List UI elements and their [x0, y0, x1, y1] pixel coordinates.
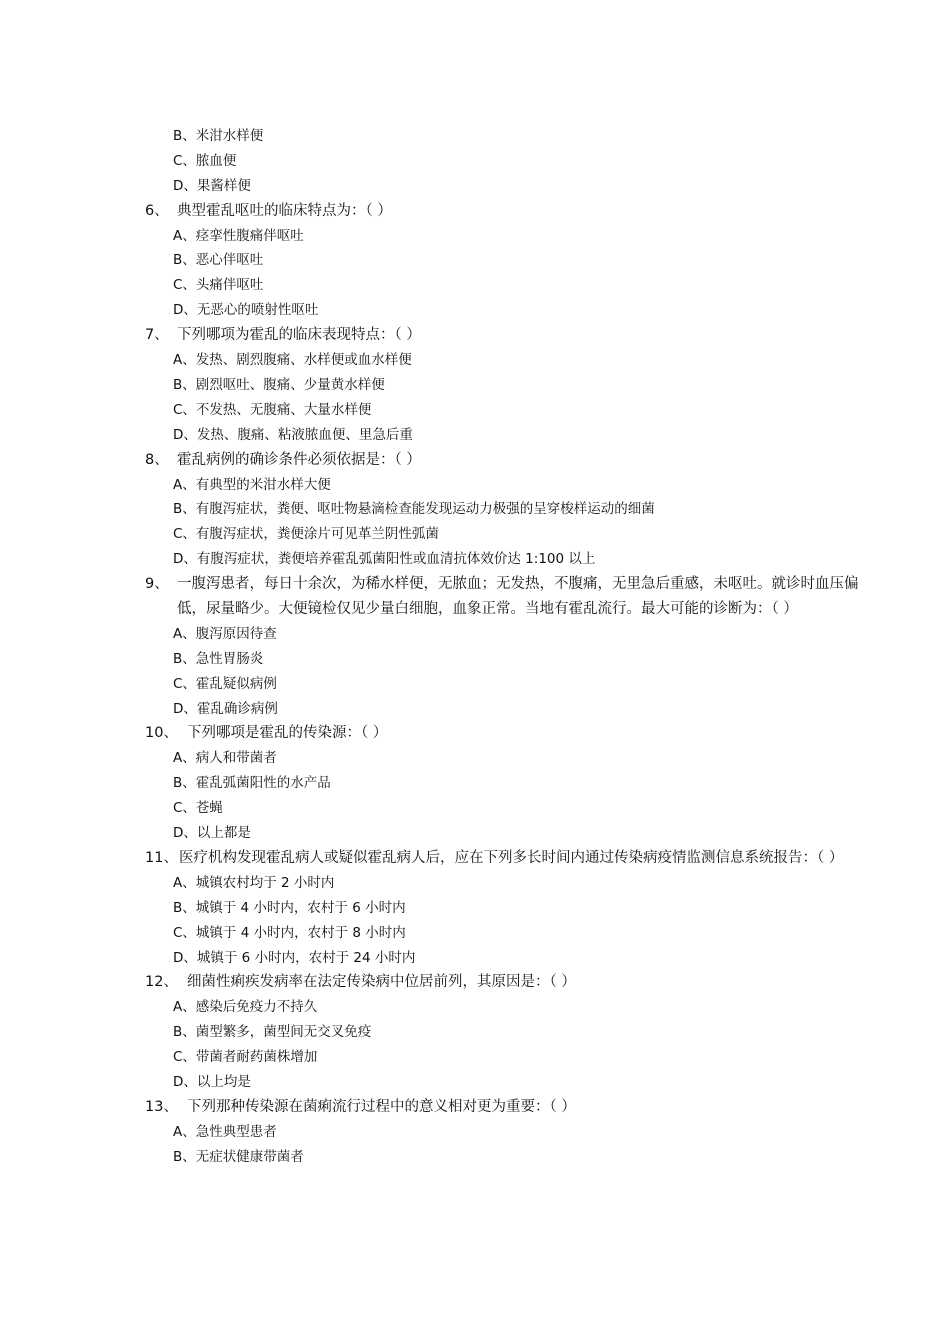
question-number: 8、 — [145, 451, 169, 468]
answer-option: C、带菌者耐药菌株增加 — [173, 1049, 318, 1066]
question — [0, 846, 950, 871]
answer-option: B、无症状健康带菌者 — [173, 1148, 304, 1165]
answer-option: D、霍乱确诊病例 — [173, 700, 278, 717]
question — [0, 199, 950, 224]
answer-option: C、城镇于 4 小时内，农村于 8 小时内 — [173, 924, 406, 941]
answer-option: A、痉挛性腹痛伴呕吐 — [173, 227, 304, 244]
question — [0, 721, 950, 746]
question-number: 10、 — [145, 725, 178, 742]
answer-option: B、恶心伴呕吐 — [173, 252, 264, 269]
question — [0, 572, 950, 622]
answer-option: A、急性典型患者 — [173, 1123, 277, 1140]
question-text: 一腹泻患者，每日十余次，为稀水样便，无脓血；无发热，不腹痛，无里急后重感，未呕吐。就诊时血压偏低，尿量略少。大便镜检仅见少量白细胞，血象正常。当地有霍乱流行。最大可能的诊断为：（ ） — [177, 576, 859, 617]
answer-option: B、剧烈呕吐、腹痛、少量黄水样便 — [173, 376, 385, 393]
question-text: 下列哪项为霍乱的临床表现特点：（ ） — [177, 327, 421, 344]
answer-option: C、苍蝇 — [173, 800, 223, 817]
question-number: 11、 — [145, 849, 178, 866]
question-number: 12、 — [145, 974, 178, 991]
answer-option: B、急性胃肠炎 — [173, 650, 264, 667]
answer-option: A、病人和带菌者 — [173, 750, 277, 767]
answer-option: C、不发热、无腹痛、大量水样便 — [173, 401, 372, 418]
answer-option: C、有腹泻症状，粪便涂片可见革兰阴性弧菌 — [173, 526, 439, 543]
question-number: 13、 — [145, 1098, 178, 1115]
question-text: 下列哪项是霍乱的传染源：（ ） — [187, 725, 388, 742]
answer-option: B、菌型繁多，菌型间无交叉免疫 — [173, 1024, 372, 1041]
answer-option: A、城镇农村均于 2 小时内 — [173, 874, 335, 891]
question — [0, 323, 950, 348]
answer-option: C、脓血便 — [173, 152, 237, 169]
answer-option: D、城镇于 6 小时内，农村于 24 小时内 — [173, 949, 416, 966]
question-number: 6、 — [145, 202, 169, 219]
answer-option: A、感染后免疫力不持久 — [173, 999, 318, 1016]
question-text: 医疗机构发现霍乱病人或疑似霍乱病人后，应在下列多长时间内通过传染病疫情监测信息系统报告：（ ） — [179, 849, 844, 866]
answer-option: D、无恶心的喷射性呕吐 — [173, 302, 319, 319]
answer-option: D、以上均是 — [173, 1073, 251, 1090]
answer-option: D、发热、腹痛、粘液脓血便、里急后重 — [173, 426, 413, 443]
answer-option: D、以上都是 — [173, 825, 251, 842]
document-page — [0, 124, 950, 1170]
question-number: 7、 — [145, 327, 169, 344]
question — [0, 448, 950, 473]
answer-option: B、城镇于 4 小时内，农村于 6 小时内 — [173, 899, 406, 916]
answer-option: B、霍乱弧菌阳性的水产品 — [173, 775, 331, 792]
question-text: 典型霍乱呕吐的临床特点为：（ ） — [177, 202, 392, 219]
answer-option: A、有典型的米泔水样大便 — [173, 476, 331, 493]
answer-option: B、米泔水样便 — [173, 128, 264, 144]
question — [0, 970, 950, 995]
question-text: 细菌性痢疾发病率在法定传染病中位居前列，其原因是：（ ） — [187, 974, 576, 991]
answer-option: B、有腹泻症状，粪便、呕吐物悬滴检查能发现运动力极强的呈穿梭样运动的细菌 — [173, 501, 655, 518]
answer-option: A、腹泻原因待查 — [173, 625, 277, 642]
question-number: 9、 — [145, 576, 169, 593]
question-text: 下列那种传染源在菌痢流行过程中的意义相对更为重要：（ ） — [187, 1098, 576, 1115]
answer-option: D、有腹泻症状，粪便培养霍乱弧菌阳性或血清抗体效价达 1:100 以上 — [173, 551, 596, 568]
question — [0, 1095, 950, 1120]
answer-option: A、发热、剧烈腹痛、水样便或血水样便 — [173, 352, 412, 369]
answer-option: C、头痛伴呕吐 — [173, 277, 264, 294]
answer-option: D、果酱样便 — [173, 177, 251, 194]
answer-option: C、霍乱疑似病例 — [173, 675, 277, 692]
question-text: 霍乱病例的确诊条件必须依据是：（ ） — [177, 451, 421, 468]
